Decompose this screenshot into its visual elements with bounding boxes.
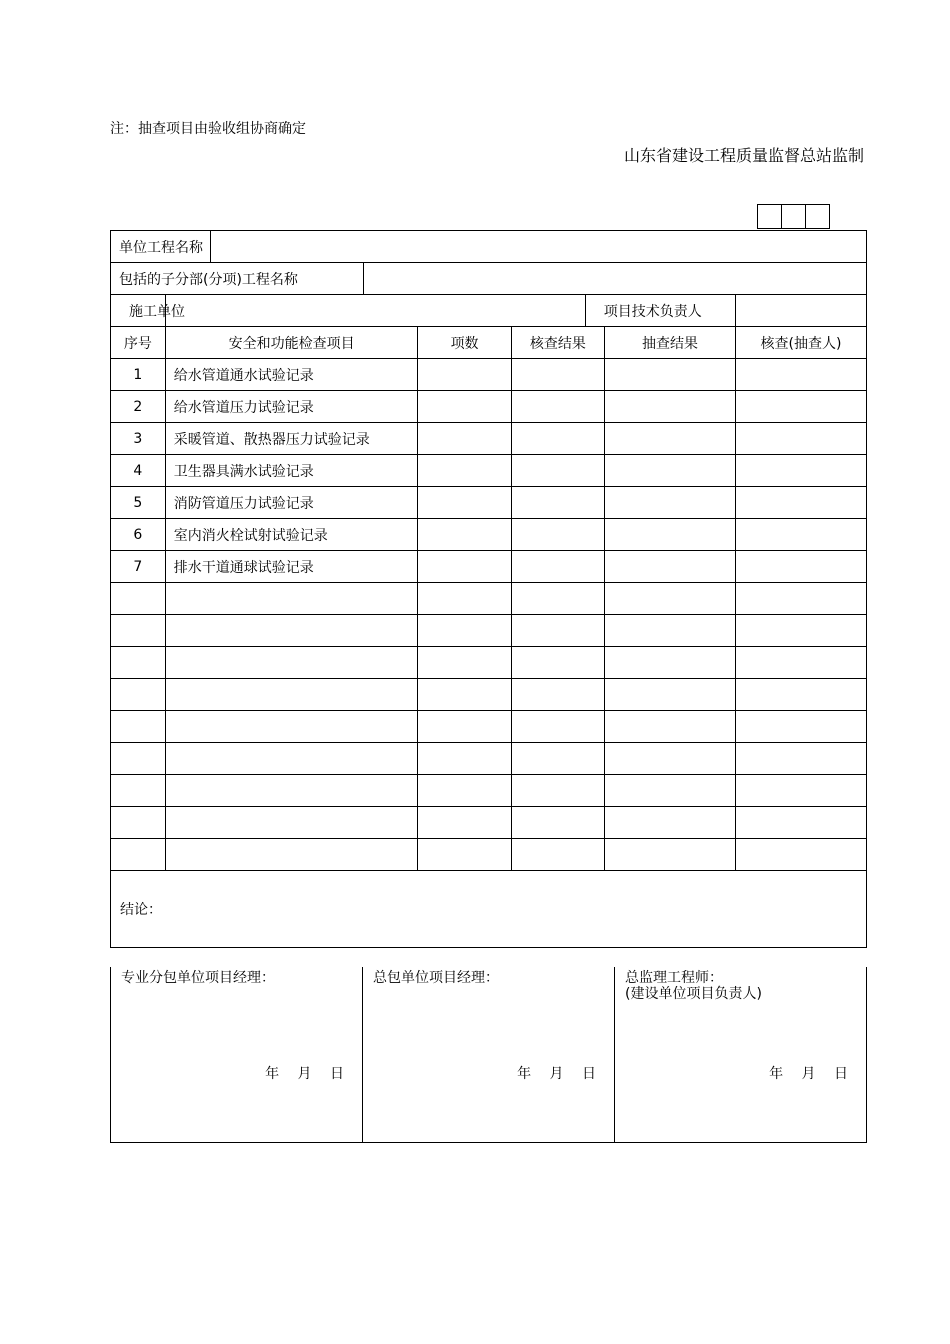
table-row	[111, 391, 867, 423]
row-item	[165, 743, 418, 775]
col-inspector: 核查(抽查人)	[735, 327, 866, 359]
row-check-result[interactable]	[511, 391, 604, 423]
row-inspector[interactable]	[735, 487, 866, 519]
row-spot-result[interactable]	[605, 615, 736, 647]
row-inspector[interactable]	[735, 551, 866, 583]
row-count[interactable]	[418, 839, 511, 871]
row-spot-result[interactable]	[605, 455, 736, 487]
table-row	[111, 743, 867, 775]
issuer: 山东省建设工程质量监督总站监制	[623, 146, 864, 165]
row-count[interactable]	[418, 423, 511, 455]
row-inspector[interactable]	[735, 519, 866, 551]
row-check-result[interactable]	[511, 455, 604, 487]
col-no: 序号	[111, 327, 166, 359]
item-rows	[111, 359, 867, 871]
row-count[interactable]	[418, 551, 511, 583]
row-check-result[interactable]	[511, 839, 604, 871]
code-box[interactable]	[781, 204, 806, 229]
row-count[interactable]	[418, 615, 511, 647]
row-no: 4	[111, 455, 166, 487]
row-no: 1	[111, 359, 166, 391]
row-item	[165, 807, 418, 839]
sub-project-value[interactable]	[363, 263, 866, 295]
row-inspector[interactable]	[735, 711, 866, 743]
row-count[interactable]	[418, 679, 511, 711]
table-row	[111, 551, 867, 583]
row-no	[111, 647, 166, 679]
signature-cell-general-contractor[interactable]	[363, 967, 615, 1143]
row-spot-result[interactable]	[605, 743, 736, 775]
row-inspector[interactable]	[735, 743, 866, 775]
row-no	[111, 775, 166, 807]
signature-cell-chief-supervisor[interactable]	[615, 967, 867, 1143]
row-inspector[interactable]	[735, 391, 866, 423]
table-row	[111, 711, 867, 743]
row-spot-result[interactable]	[605, 583, 736, 615]
row-item: 消防管道压力试验记录	[165, 487, 418, 519]
column-header-row	[111, 327, 867, 359]
row-spot-result[interactable]	[605, 775, 736, 807]
conclusion-label[interactable]: 结论：	[111, 871, 867, 948]
tech-lead-label: 项目技术负责人	[585, 295, 735, 327]
signature-label: 专业分包单位项目经理：	[121, 970, 275, 986]
signature-cell-subcontractor[interactable]	[111, 967, 363, 1143]
row-item: 卫生器具满水试验记录	[165, 455, 418, 487]
contractor-row	[111, 295, 867, 327]
row-count[interactable]	[418, 711, 511, 743]
row-item: 排水干道通球试验记录	[165, 551, 418, 583]
row-no	[111, 743, 166, 775]
code-box[interactable]	[805, 204, 830, 229]
row-check-result[interactable]	[511, 647, 604, 679]
table-row	[111, 679, 867, 711]
row-count[interactable]	[418, 455, 511, 487]
row-item	[165, 583, 418, 615]
tech-lead-value[interactable]	[735, 295, 866, 327]
row-spot-result[interactable]	[605, 487, 736, 519]
row-inspector[interactable]	[735, 615, 866, 647]
table-row	[111, 423, 867, 455]
row-check-result[interactable]	[511, 359, 604, 391]
row-inspector[interactable]	[735, 679, 866, 711]
signature-date: 年 月 日	[265, 1066, 344, 1082]
row-count[interactable]	[418, 647, 511, 679]
row-check-result[interactable]	[511, 807, 604, 839]
row-no: 5	[111, 487, 166, 519]
row-no	[111, 711, 166, 743]
row-item	[165, 839, 418, 871]
row-check-result[interactable]	[511, 423, 604, 455]
row-check-result[interactable]	[511, 679, 604, 711]
row-no: 7	[111, 551, 166, 583]
note: 注：抽查项目由验收组协商确定	[110, 121, 306, 137]
row-item: 采暖管道、散热器压力试验记录	[165, 423, 418, 455]
signature-date: 年 月 日	[517, 1066, 596, 1082]
contractor-value[interactable]	[165, 295, 585, 327]
code-box[interactable]	[757, 204, 782, 229]
row-check-result[interactable]	[511, 519, 604, 551]
row-check-result[interactable]	[511, 487, 604, 519]
row-count[interactable]	[418, 775, 511, 807]
table-row	[111, 583, 867, 615]
row-check-result[interactable]	[511, 743, 604, 775]
row-item	[165, 647, 418, 679]
conclusion-row	[111, 871, 867, 948]
row-inspector[interactable]	[735, 839, 866, 871]
row-count[interactable]	[418, 583, 511, 615]
signature-label: 总监理工程师：	[625, 970, 723, 986]
row-no: 2	[111, 391, 166, 423]
unit-project-value[interactable]	[211, 231, 867, 263]
table-row	[111, 807, 867, 839]
row-item	[165, 775, 418, 807]
row-spot-result[interactable]	[605, 551, 736, 583]
table-row	[111, 519, 867, 551]
row-count[interactable]	[418, 487, 511, 519]
row-spot-result[interactable]	[605, 423, 736, 455]
signature-sub-label: (建设单位项目负责人)	[625, 986, 762, 1002]
row-inspector[interactable]	[735, 775, 866, 807]
row-no	[111, 679, 166, 711]
row-count[interactable]	[418, 743, 511, 775]
row-item	[165, 615, 418, 647]
row-spot-result[interactable]	[605, 839, 736, 871]
row-check-result[interactable]	[511, 615, 604, 647]
row-check-result[interactable]	[511, 775, 604, 807]
row-no	[111, 839, 166, 871]
row-no: 6	[111, 519, 166, 551]
row-inspector[interactable]	[735, 359, 866, 391]
contractor-label: 施工单位	[111, 295, 166, 327]
row-check-result[interactable]	[511, 711, 604, 743]
row-count[interactable]	[418, 519, 511, 551]
col-check-result: 核查结果	[511, 327, 604, 359]
row-no: 3	[111, 423, 166, 455]
signature-date: 年 月 日	[769, 1066, 848, 1082]
row-spot-result[interactable]	[605, 359, 736, 391]
table-row	[111, 455, 867, 487]
sub-project-row	[111, 263, 867, 295]
table-row	[111, 359, 867, 391]
row-item: 给水管道通水试验记录	[165, 359, 418, 391]
row-item	[165, 711, 418, 743]
row-inspector[interactable]	[735, 647, 866, 679]
row-inspector[interactable]	[735, 583, 866, 615]
unit-project-label: 单位工程名称	[111, 231, 211, 263]
signature-label: 总包单位项目经理：	[373, 970, 499, 986]
row-item: 给水管道压力试验记录	[165, 391, 418, 423]
row-inspector[interactable]	[735, 455, 866, 487]
row-spot-result[interactable]	[605, 519, 736, 551]
row-no	[111, 615, 166, 647]
row-check-result[interactable]	[511, 551, 604, 583]
table-row	[111, 839, 867, 871]
row-count[interactable]	[418, 391, 511, 423]
row-spot-result[interactable]	[605, 391, 736, 423]
sub-project-label: 包括的子分部(分项)工程名称	[111, 263, 364, 295]
row-spot-result[interactable]	[605, 679, 736, 711]
row-count[interactable]	[418, 359, 511, 391]
row-spot-result[interactable]	[605, 711, 736, 743]
unit-project-row	[111, 231, 867, 263]
row-count[interactable]	[418, 807, 511, 839]
row-inspector[interactable]	[735, 423, 866, 455]
row-spot-result[interactable]	[605, 807, 736, 839]
col-count: 项数	[418, 327, 511, 359]
row-check-result[interactable]	[511, 583, 604, 615]
col-item: 安全和功能检查项目	[165, 327, 418, 359]
row-item	[165, 679, 418, 711]
inspection-table	[110, 230, 867, 948]
row-inspector[interactable]	[735, 807, 866, 839]
table-row	[111, 775, 867, 807]
row-spot-result[interactable]	[605, 647, 736, 679]
row-item: 室内消火栓试射试验记录	[165, 519, 418, 551]
row-no	[111, 583, 166, 615]
table-row	[111, 647, 867, 679]
col-spot-result: 抽查结果	[605, 327, 736, 359]
row-no	[111, 807, 166, 839]
table-row	[111, 615, 867, 647]
code-boxes	[757, 204, 830, 229]
table-row	[111, 487, 867, 519]
signature-table	[110, 967, 867, 1143]
